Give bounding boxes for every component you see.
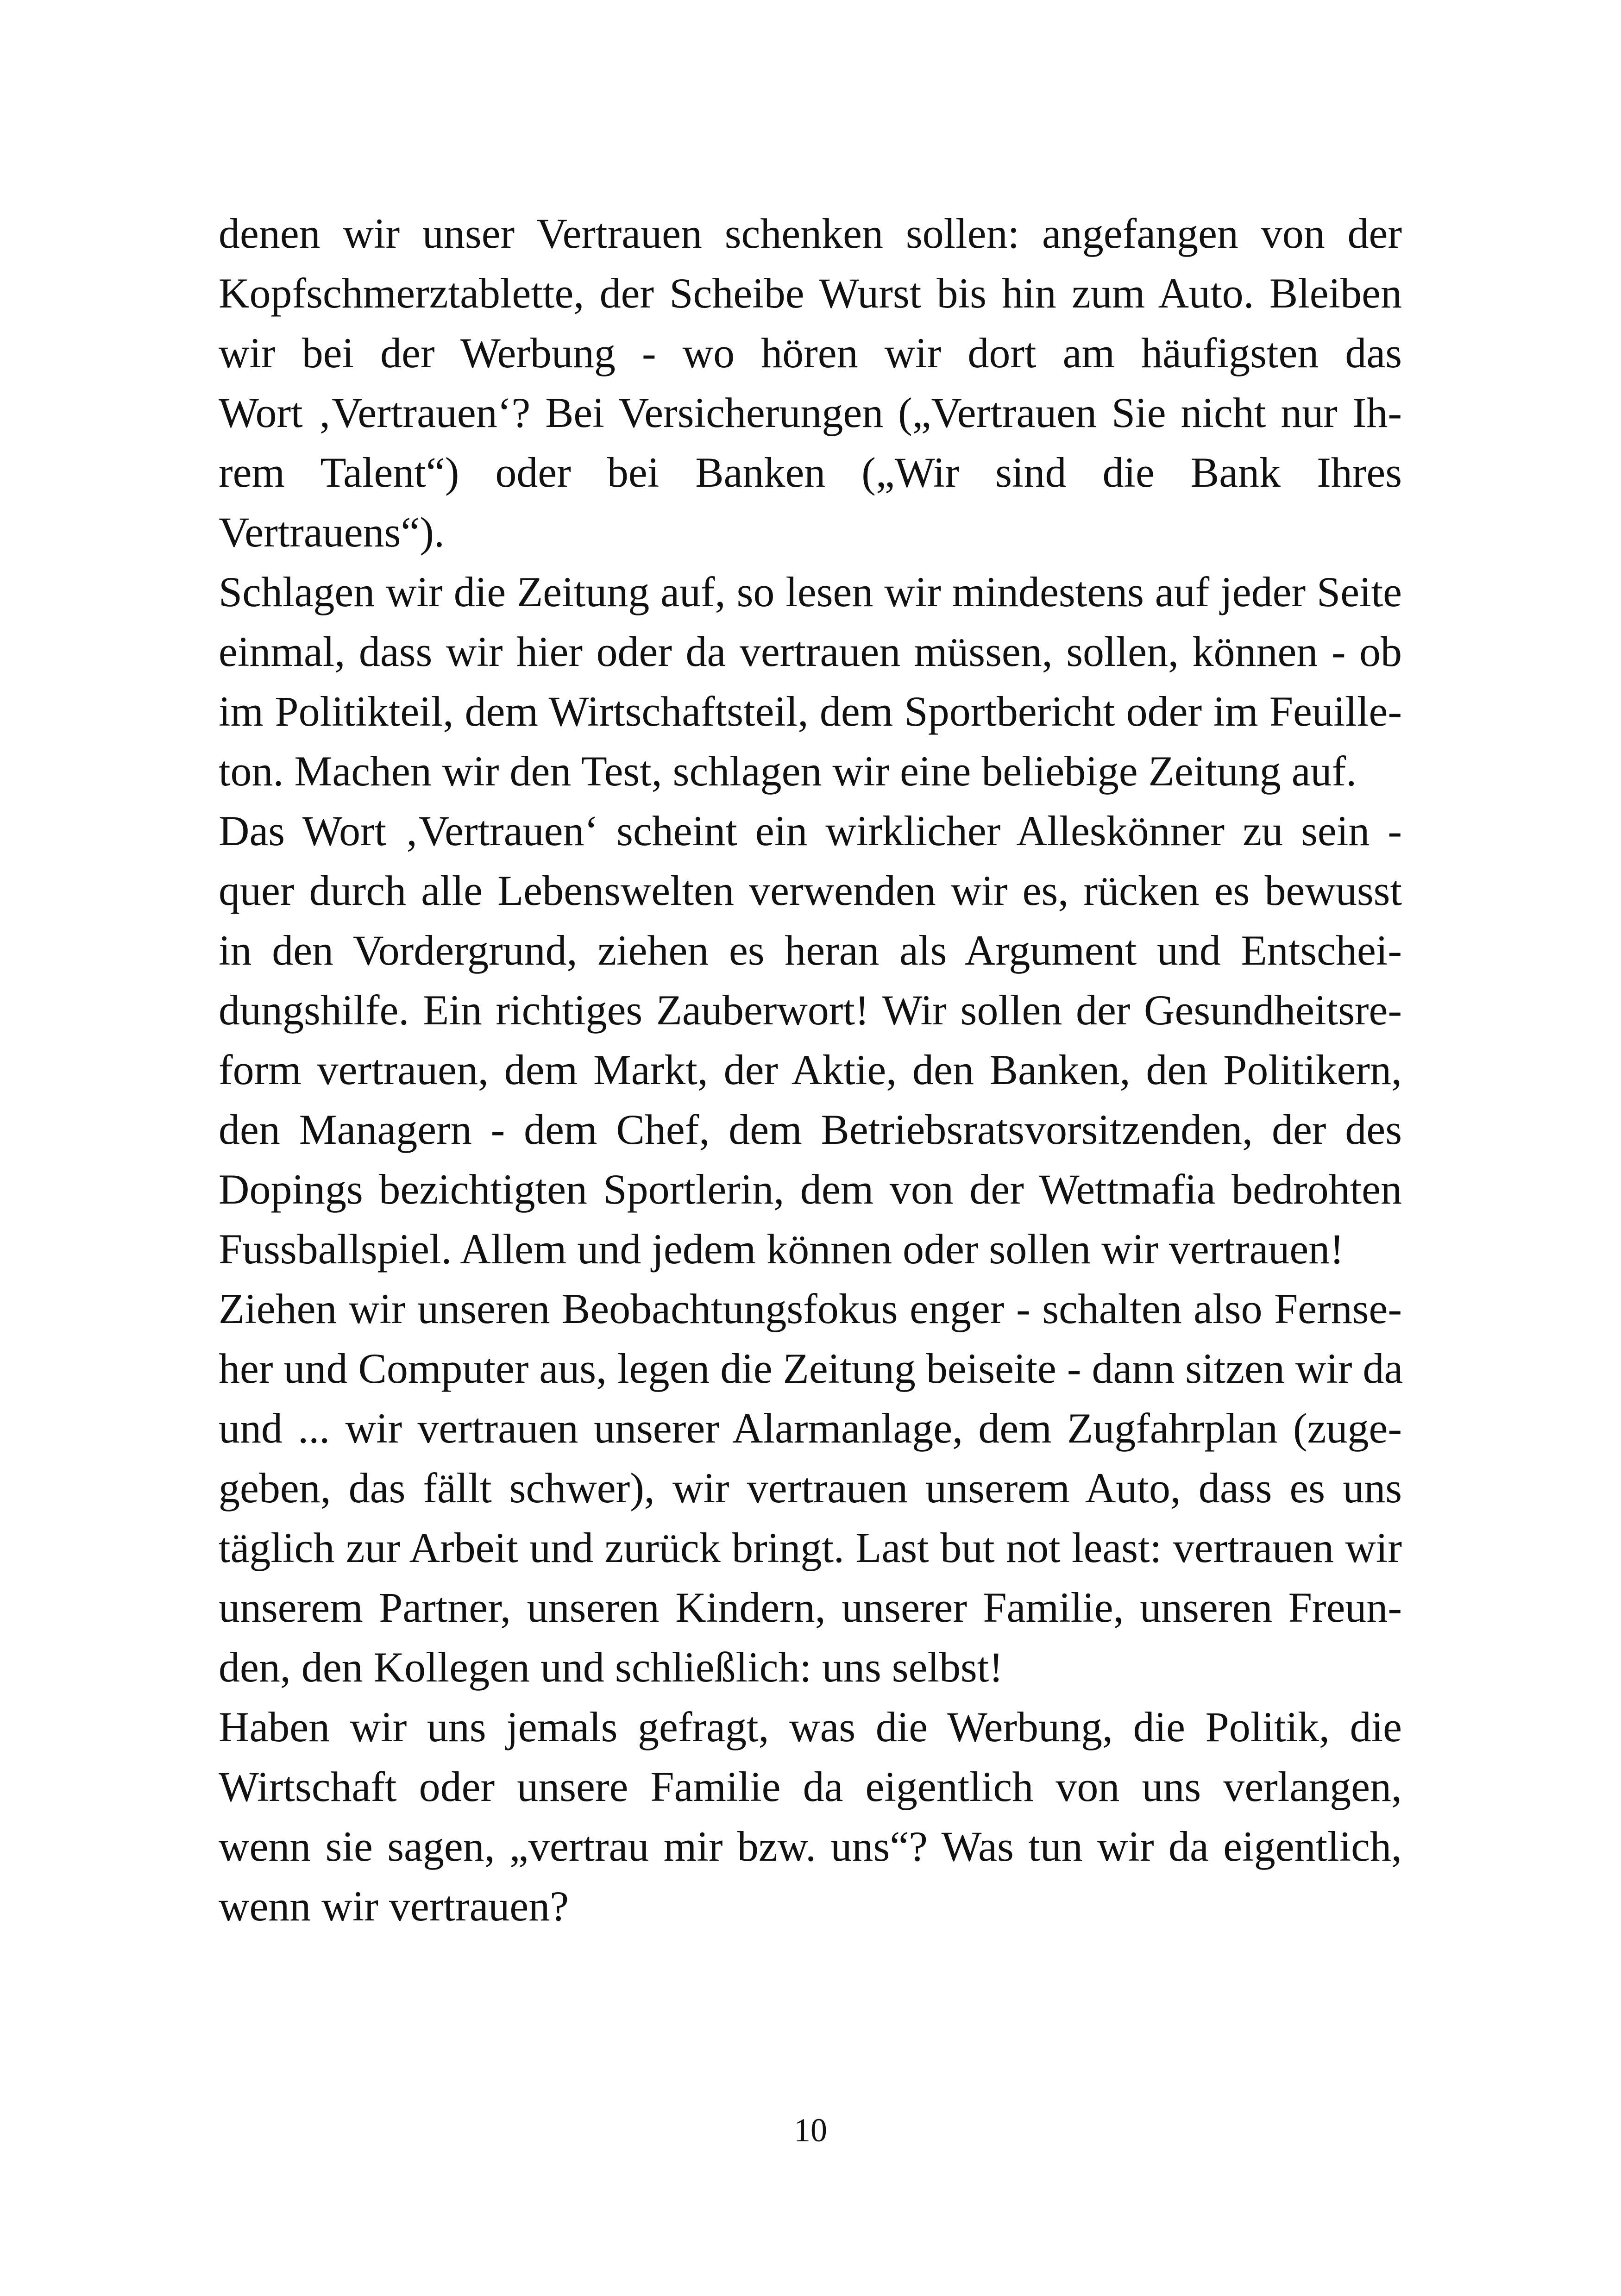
text-line: quer durch alle Lebenswelten verwenden wir es, rücken es bewusst xyxy=(219,867,1402,914)
text-line: Dopings bezichtigten Sportlerin, dem von der Wettmafia bedrohten xyxy=(219,1166,1402,1213)
text-line: Das Wort ‚Vertrauen‘ scheint ein wirklicher Alleskönner zu sein - xyxy=(219,807,1402,854)
text-line: Kopfschmerztablette, der Scheibe Wurst bis hin zum Auto. Bleiben xyxy=(219,270,1402,317)
text-line: einmal, dass wir hier oder da vertrauen müssen, sollen, können - ob xyxy=(219,628,1402,675)
text-line: täglich zur Arbeit und zurück bringt. Last but not least: vertrauen wir xyxy=(219,1524,1402,1571)
text-line: und ... wir vertrauen unserer Alarmanlage, dem Zugfahrplan (zuge- xyxy=(219,1405,1402,1452)
text-line: Schlagen wir die Zeitung auf, so lesen wir mindestens auf jeder Seite xyxy=(219,568,1402,615)
text-line: Ziehen wir unseren Beobachtungsfokus enger - schalten also Fernse- xyxy=(219,1285,1402,1332)
text-line: Haben wir uns jemals gefragt, was die Werbung, die Politik, die xyxy=(219,1703,1402,1750)
text-line: denen wir unser Vertrauen schenken sollen: angefangen von der xyxy=(219,210,1402,257)
text-line: ton. Machen wir den Test, schlagen wir eine beliebige Zeitung auf. xyxy=(219,747,1357,795)
text-line: Wort ‚Vertrauen‘? Bei Versicherungen („Vertrauen Sie nicht nur Ih- xyxy=(219,389,1402,436)
text-line: her und Computer aus, legen die Zeitung beiseite - dann sitzen wir da xyxy=(219,1345,1403,1392)
text-line: den Managern - dem Chef, dem Betriebsratsvorsitzenden, der des xyxy=(219,1106,1402,1153)
text-line: wenn wir vertrauen? xyxy=(219,1882,569,1930)
page-number: 10 xyxy=(794,2112,827,2149)
text-line: geben, das fällt schwer), wir vertrauen unserem Auto, dass es uns xyxy=(219,1464,1402,1512)
text-line: rem Talent“) oder bei Banken („Wir sind die Bank Ihres xyxy=(219,449,1402,496)
text-line: im Politikteil, dem Wirtschaftsteil, dem Sportbericht oder im Feuille- xyxy=(219,688,1402,735)
body-text xyxy=(219,204,1402,1936)
text-line: Fussballspiel. Allem und jedem können oder sollen wir vertrauen! xyxy=(219,1225,1344,1273)
text-line: in den Vordergrund, ziehen es heran als Argument und Entschei- xyxy=(219,927,1402,974)
text-line: wir bei der Werbung - wo hören wir dort am häufigsten das xyxy=(219,329,1402,376)
text-line: Vertrauens“). xyxy=(219,508,445,556)
text-line: unserem Partner, unseren Kindern, unserer Familie, unseren Freun- xyxy=(219,1584,1402,1631)
text-line: Wirtschaft oder unsere Familie da eigentlich von uns verlangen, xyxy=(219,1763,1402,1810)
text-line: den, den Kollegen und schließlich: uns selbst! xyxy=(219,1644,1004,1691)
text-line: wenn sie sagen, „vertrau mir bzw. uns“? Was tun wir da eigentlich, xyxy=(219,1823,1402,1870)
text-line: form vertrauen, dem Markt, der Aktie, den Banken, den Politikern, xyxy=(219,1046,1402,1093)
text-line: dungshilfe. Ein richtiges Zauberwort! Wir sollen der Gesundheitsre- xyxy=(219,986,1402,1034)
